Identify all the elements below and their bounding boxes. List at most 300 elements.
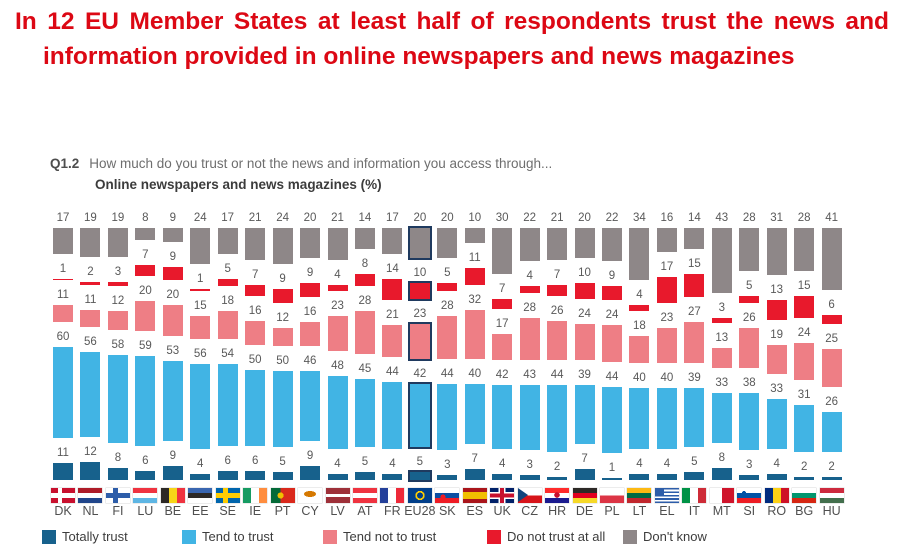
legend-label-totally-trust: Totally trust <box>62 529 128 544</box>
value-label-lt-do-not-trust-at-all: 4 <box>636 288 643 301</box>
bar-lt-tend-not-to-trust <box>629 336 649 363</box>
bar-se-tend-not-to-trust <box>218 311 238 338</box>
flag-lv-icon <box>326 488 350 503</box>
bar-cz-do-not-trust-at-all <box>520 286 540 292</box>
bar-ee-totally-trust <box>190 474 210 480</box>
country-label-cz: CZ <box>521 504 538 518</box>
country-label-nl: NL <box>82 504 99 518</box>
value-label-sk-tend-not-to-trust: 28 <box>440 300 454 312</box>
value-label-eu28-totally-trust: 5 <box>416 456 424 469</box>
bar-fi-tend-not-to-trust <box>108 311 128 329</box>
value-label-at-totally-trust: 5 <box>361 456 369 469</box>
bar-eu28-do-not-trust-at-all <box>410 283 430 298</box>
bar-es-totally-trust <box>465 469 485 480</box>
stacked-bar-chart <box>0 203 900 525</box>
country-label-pl: PL <box>604 504 620 518</box>
bar-bg-totally-trust <box>794 477 814 480</box>
flag-se-icon <box>216 488 240 503</box>
value-label-lu-don-t-know: 8 <box>142 212 149 224</box>
legend-label-tend-not-to-trust: Tend not to trust <box>343 529 437 544</box>
country-label-el: EL <box>659 504 675 518</box>
column-uk <box>488 203 516 525</box>
flag-pt-icon <box>271 488 295 503</box>
value-label-it-totally-trust: 5 <box>691 456 698 469</box>
flag-dk-icon <box>51 488 75 503</box>
legend-label-do-not-trust-at-all: Do not trust at all <box>507 529 606 544</box>
value-label-lt-tend-not-to-trust: 18 <box>633 319 646 332</box>
bar-dk-totally-trust <box>53 463 73 480</box>
value-label-el-tend-to-trust: 40 <box>660 372 674 385</box>
value-label-si-totally-trust: 3 <box>746 459 753 472</box>
value-label-fi-don-t-know: 19 <box>111 212 125 224</box>
value-label-be-tend-not-to-trust: 20 <box>166 289 180 302</box>
column-be <box>159 203 187 525</box>
chart-subtitle: Online newspapers and news magazines (%) <box>95 177 382 192</box>
bar-sk-tend-to-trust <box>437 384 457 451</box>
value-label-dk-tend-to-trust: 60 <box>56 331 70 344</box>
value-label-mt-totally-trust: 8 <box>718 451 725 464</box>
page-title: In 12 EU Member States at least half of respondents trust the news and information provided in online newspapers and news magazines <box>15 8 889 70</box>
column-pl <box>598 203 626 525</box>
bar-eu28-don-t-know <box>410 228 430 258</box>
value-label-eu28-don-t-know: 20 <box>413 212 427 224</box>
country-label-lt: LT <box>632 504 647 518</box>
value-label-nl-tend-to-trust: 56 <box>84 335 97 348</box>
bar-ie-tend-not-to-trust <box>245 321 265 345</box>
legend-label-don-t-know: Don't know <box>643 529 707 544</box>
country-label-uk: UK <box>493 504 511 518</box>
bar-dk-do-not-trust-at-all <box>53 279 73 281</box>
country-label-lu: LU <box>137 504 154 518</box>
value-label-be-do-not-trust-at-all: 9 <box>169 250 176 263</box>
bar-ie-don-t-know <box>245 228 265 260</box>
value-label-uk-don-t-know: 30 <box>495 212 509 224</box>
legend-swatch-totally-trust <box>42 530 56 544</box>
value-label-eu28-tend-not-to-trust: 23 <box>413 307 427 320</box>
value-label-se-tend-to-trust: 54 <box>221 347 235 360</box>
value-label-cz-do-not-trust-at-all: 4 <box>526 270 533 283</box>
bar-de-totally-trust <box>575 469 595 480</box>
value-label-ee-tend-to-trust: 56 <box>193 347 207 360</box>
chart-legend <box>0 529 900 553</box>
bar-dk-tend-not-to-trust <box>53 305 73 322</box>
flag-es-icon <box>463 488 487 503</box>
bar-si-totally-trust <box>739 475 759 480</box>
value-label-cy-tend-to-trust: 46 <box>303 355 317 368</box>
value-label-cy-totally-trust: 9 <box>306 450 314 463</box>
value-label-uk-tend-to-trust: 42 <box>495 369 509 382</box>
bar-de-don-t-know <box>575 228 595 258</box>
bar-uk-tend-to-trust <box>492 385 512 449</box>
bar-hu-totally-trust <box>822 477 842 480</box>
country-label-fi: FI <box>112 504 124 518</box>
bar-dk-don-t-know <box>53 228 73 254</box>
column-dk <box>49 203 77 525</box>
value-label-fr-don-t-know: 17 <box>385 212 399 224</box>
bar-hu-don-t-know <box>822 228 842 290</box>
column-hu <box>818 203 846 525</box>
value-label-ie-do-not-trust-at-all: 7 <box>251 268 259 281</box>
country-label-bg: BG <box>795 504 814 518</box>
column-ee <box>186 203 214 525</box>
value-label-lv-don-t-know: 21 <box>331 212 344 224</box>
bar-se-don-t-know <box>218 228 238 254</box>
value-label-de-tend-to-trust: 39 <box>578 369 591 382</box>
bar-dk-tend-to-trust <box>53 347 73 438</box>
bar-de-tend-not-to-trust <box>575 324 595 360</box>
value-label-ee-don-t-know: 24 <box>193 212 207 224</box>
bar-ee-don-t-know <box>190 228 210 264</box>
value-label-pt-tend-not-to-trust: 12 <box>276 312 289 325</box>
bar-cy-do-not-trust-at-all <box>300 283 320 297</box>
column-es <box>461 203 489 525</box>
value-label-de-do-not-trust-at-all: 10 <box>578 267 591 280</box>
country-label-fr: FR <box>384 504 401 518</box>
value-label-fi-totally-trust: 8 <box>114 451 122 464</box>
bar-at-don-t-know <box>355 228 375 249</box>
value-label-el-do-not-trust-at-all: 17 <box>660 261 674 274</box>
flag-de-icon <box>573 488 597 503</box>
value-label-nl-don-t-know: 19 <box>84 212 97 224</box>
value-label-fr-tend-not-to-trust: 21 <box>385 309 399 322</box>
value-label-el-totally-trust: 4 <box>663 457 671 470</box>
value-label-at-do-not-trust-at-all: 8 <box>361 258 369 271</box>
value-label-bg-tend-to-trust: 31 <box>797 388 811 401</box>
bar-si-tend-not-to-trust <box>739 328 759 368</box>
value-label-lu-do-not-trust-at-all: 7 <box>142 249 149 262</box>
value-label-lt-don-t-know: 34 <box>633 212 646 224</box>
bar-lu-totally-trust <box>135 471 155 480</box>
bar-hr-don-t-know <box>547 228 567 260</box>
value-label-eu28-tend-to-trust: 42 <box>413 367 427 380</box>
bar-hu-tend-not-to-trust <box>822 349 842 387</box>
bar-be-don-t-know <box>163 228 183 242</box>
value-label-mt-do-not-trust-at-all: 3 <box>718 302 725 315</box>
bar-cz-tend-to-trust <box>520 385 540 450</box>
value-label-si-don-t-know: 28 <box>742 212 756 224</box>
bar-cz-totally-trust <box>520 475 540 480</box>
bar-el-tend-to-trust <box>657 388 677 449</box>
value-label-sk-totally-trust: 3 <box>444 459 451 472</box>
value-label-cz-totally-trust: 3 <box>526 459 533 472</box>
bar-it-do-not-trust-at-all <box>684 274 704 297</box>
value-label-it-tend-to-trust: 39 <box>687 372 701 385</box>
legend-swatch-tend-to-trust <box>182 530 196 544</box>
value-label-eu28-do-not-trust-at-all: 10 <box>413 267 427 280</box>
question-row <box>50 156 552 171</box>
bar-lu-don-t-know <box>135 228 155 240</box>
value-label-bg-tend-not-to-trust: 24 <box>797 327 811 340</box>
flag-pl-icon <box>600 488 624 503</box>
value-label-pt-totally-trust: 5 <box>279 456 286 469</box>
bar-lt-totally-trust <box>629 474 649 480</box>
bar-nl-totally-trust <box>80 462 100 480</box>
bar-ro-do-not-trust-at-all <box>767 300 787 320</box>
column-hr <box>543 203 571 525</box>
question-text: How much do you trust or not the news and information you access through... <box>89 156 553 171</box>
bar-ro-tend-not-to-trust <box>767 345 787 374</box>
value-label-ee-do-not-trust-at-all: 1 <box>197 273 204 286</box>
flag-ie-icon <box>243 488 267 503</box>
legend-item-tend-to-trust <box>182 529 274 544</box>
value-label-mt-tend-not-to-trust: 13 <box>715 331 729 344</box>
bar-fi-don-t-know <box>108 228 128 257</box>
bar-pl-totally-trust <box>602 478 622 480</box>
bar-at-do-not-trust-at-all <box>355 274 375 286</box>
bar-pl-do-not-trust-at-all <box>602 286 622 300</box>
value-label-se-tend-not-to-trust: 18 <box>221 295 235 308</box>
flag-fr-icon <box>380 488 404 503</box>
bar-cz-don-t-know <box>520 228 540 261</box>
column-ro <box>763 203 791 525</box>
column-si <box>735 203 763 525</box>
value-label-ee-tend-not-to-trust: 15 <box>193 300 207 312</box>
value-label-lv-tend-not-to-trust: 23 <box>331 300 344 312</box>
value-label-ro-tend-to-trust: 33 <box>770 382 784 395</box>
flag-at-icon <box>353 488 377 503</box>
question-code: Q1.2 <box>50 156 80 171</box>
value-label-pt-do-not-trust-at-all: 9 <box>279 273 286 286</box>
bar-nl-tend-not-to-trust <box>80 310 100 327</box>
value-label-se-do-not-trust-at-all: 5 <box>224 262 231 275</box>
bar-ee-tend-not-to-trust <box>190 316 210 339</box>
column-mt <box>708 203 736 525</box>
flag-mt-icon <box>710 488 734 503</box>
flag-el-icon <box>655 488 679 503</box>
flag-sk-icon <box>435 488 459 503</box>
value-label-fi-tend-not-to-trust: 12 <box>111 295 125 308</box>
bar-lv-totally-trust <box>328 474 348 480</box>
value-label-be-don-t-know: 9 <box>169 212 176 224</box>
country-label-it: IT <box>688 504 700 518</box>
bar-fr-do-not-trust-at-all <box>382 279 402 300</box>
value-label-mt-don-t-know: 43 <box>715 212 729 224</box>
flag-cz-icon <box>518 488 542 503</box>
value-label-lt-tend-to-trust: 40 <box>633 372 646 385</box>
value-label-ie-tend-not-to-trust: 16 <box>248 304 262 317</box>
value-label-dk-do-not-trust-at-all: 1 <box>59 262 67 275</box>
country-label-si: SI <box>743 504 756 518</box>
value-label-ie-tend-to-trust: 50 <box>248 353 262 366</box>
bar-bg-tend-to-trust <box>794 405 814 452</box>
value-label-uk-tend-not-to-trust: 17 <box>495 318 509 331</box>
bar-lt-tend-to-trust <box>629 388 649 449</box>
value-label-fr-do-not-trust-at-all: 14 <box>385 262 399 275</box>
value-label-it-don-t-know: 14 <box>687 212 701 224</box>
country-label-ie: IE <box>249 504 262 518</box>
value-label-lv-tend-to-trust: 48 <box>331 359 344 372</box>
value-label-ee-totally-trust: 4 <box>197 457 204 470</box>
legend-item-totally-trust <box>42 529 128 544</box>
value-label-cy-don-t-know: 20 <box>303 212 317 224</box>
value-label-lu-totally-trust: 6 <box>142 454 149 467</box>
legend-swatch-tend-not-to-trust <box>323 530 337 544</box>
value-label-uk-do-not-trust-at-all: 7 <box>498 282 506 295</box>
country-label-ee: EE <box>191 504 209 518</box>
value-label-lu-tend-to-trust: 59 <box>138 340 152 353</box>
country-label-sk: SK <box>438 504 456 518</box>
bar-at-tend-not-to-trust <box>355 311 375 354</box>
bar-lt-do-not-trust-at-all <box>629 305 649 311</box>
bar-it-totally-trust <box>684 472 704 480</box>
bar-eu28-totally-trust <box>410 472 430 480</box>
value-label-fr-totally-trust: 4 <box>389 457 396 470</box>
bar-fr-tend-to-trust <box>382 382 402 449</box>
value-label-cz-don-t-know: 22 <box>523 212 537 224</box>
value-label-bg-don-t-know: 28 <box>797 212 811 224</box>
value-label-hr-don-t-know: 21 <box>550 212 564 224</box>
bar-pl-tend-to-trust <box>602 387 622 454</box>
country-label-cy: CY <box>301 504 319 518</box>
flag-fi-icon <box>106 488 130 503</box>
column-it <box>680 203 708 525</box>
flag-be-icon <box>161 488 185 503</box>
value-label-hu-tend-not-to-trust: 25 <box>825 333 838 346</box>
country-label-be: BE <box>164 504 182 518</box>
country-label-mt: MT <box>712 504 731 518</box>
bar-lu-tend-to-trust <box>135 356 155 446</box>
value-label-lv-do-not-trust-at-all: 4 <box>334 268 341 281</box>
value-label-es-tend-to-trust: 40 <box>468 367 482 380</box>
bar-el-do-not-trust-at-all <box>657 277 677 303</box>
bar-cz-tend-not-to-trust <box>520 318 540 361</box>
value-label-hu-totally-trust: 2 <box>828 460 835 473</box>
value-label-nl-totally-trust: 12 <box>84 445 97 458</box>
value-label-fi-tend-to-trust: 58 <box>111 338 125 351</box>
bar-hu-do-not-trust-at-all <box>822 315 842 324</box>
value-label-hu-don-t-know: 41 <box>825 212 838 224</box>
value-label-pl-do-not-trust-at-all: 9 <box>608 270 616 283</box>
country-label-se: SE <box>219 504 237 518</box>
bar-ie-do-not-trust-at-all <box>245 285 265 296</box>
bar-fi-totally-trust <box>108 468 128 480</box>
country-label-ro: RO <box>767 504 787 518</box>
column-nl <box>76 203 104 525</box>
bar-es-don-t-know <box>465 228 485 243</box>
value-label-pl-tend-to-trust: 44 <box>605 370 619 383</box>
value-label-be-totally-trust: 9 <box>169 450 176 463</box>
bar-nl-tend-to-trust <box>80 352 100 437</box>
bar-lt-don-t-know <box>629 228 649 280</box>
value-label-de-tend-not-to-trust: 24 <box>578 307 591 320</box>
bar-pl-tend-not-to-trust <box>602 325 622 361</box>
bar-fr-don-t-know <box>382 228 402 254</box>
value-label-uk-totally-trust: 4 <box>498 457 506 470</box>
bar-uk-totally-trust <box>492 474 512 480</box>
bar-cy-tend-to-trust <box>300 371 320 441</box>
bar-el-don-t-know <box>657 228 677 252</box>
country-label-hu: HU <box>822 504 841 518</box>
bar-si-tend-to-trust <box>739 393 759 451</box>
bar-es-do-not-trust-at-all <box>465 268 485 285</box>
bar-sk-tend-not-to-trust <box>437 316 457 359</box>
value-label-ie-don-t-know: 21 <box>248 212 262 224</box>
value-label-ro-totally-trust: 4 <box>773 457 780 470</box>
value-label-it-tend-not-to-trust: 27 <box>687 306 701 319</box>
legend-swatch-do-not-trust-at-all <box>487 530 501 544</box>
flag-it-icon <box>682 488 706 503</box>
bar-de-do-not-trust-at-all <box>575 283 595 298</box>
flag-cz-triangle <box>518 488 528 502</box>
value-label-bg-totally-trust: 2 <box>800 460 808 473</box>
country-label-at: AT <box>357 504 373 518</box>
value-label-sk-don-t-know: 20 <box>440 212 454 224</box>
country-label-hr: HR <box>548 504 567 518</box>
bar-hr-tend-to-trust <box>547 385 567 452</box>
country-label-dk: DK <box>54 504 72 518</box>
value-label-dk-don-t-know: 17 <box>56 212 70 224</box>
column-el <box>653 203 681 525</box>
bar-ro-tend-to-trust <box>767 399 787 449</box>
bar-bg-do-not-trust-at-all <box>794 296 814 319</box>
value-label-nl-tend-not-to-trust: 11 <box>84 293 97 306</box>
bar-be-tend-to-trust <box>163 361 183 442</box>
value-label-se-don-t-know: 17 <box>221 212 235 224</box>
bar-se-tend-to-trust <box>218 364 238 446</box>
country-label-pt: PT <box>274 504 291 518</box>
country-label-eu28: EU28 <box>404 504 436 518</box>
bar-nl-don-t-know <box>80 228 100 257</box>
value-label-hr-do-not-trust-at-all: 7 <box>553 268 561 281</box>
value-label-at-tend-to-trust: 45 <box>358 363 372 375</box>
bar-nl-do-not-trust-at-all <box>80 282 100 285</box>
flag-hu-icon <box>820 488 844 503</box>
value-label-lv-totally-trust: 4 <box>334 457 341 470</box>
flag-eu28-icon <box>408 488 432 503</box>
bar-es-tend-not-to-trust <box>465 310 485 359</box>
bar-ro-totally-trust <box>767 474 787 480</box>
bar-el-totally-trust <box>657 474 677 480</box>
value-label-hr-tend-to-trust: 44 <box>550 369 564 382</box>
value-label-ro-do-not-trust-at-all: 13 <box>770 284 784 297</box>
bar-fr-totally-trust <box>382 474 402 480</box>
bar-se-totally-trust <box>218 471 238 480</box>
bar-hr-do-not-trust-at-all <box>547 285 567 296</box>
bar-mt-totally-trust <box>712 468 732 480</box>
value-label-lt-totally-trust: 4 <box>636 457 643 470</box>
column-cz <box>516 203 544 525</box>
flag-lt-icon <box>627 488 651 503</box>
value-label-nl-do-not-trust-at-all: 2 <box>87 265 94 278</box>
bar-cy-don-t-know <box>300 228 320 258</box>
bar-it-tend-to-trust <box>684 388 704 447</box>
legend-item-don-t-know <box>623 529 707 544</box>
value-label-el-tend-not-to-trust: 23 <box>660 312 674 325</box>
value-label-bg-do-not-trust-at-all: 15 <box>797 279 811 292</box>
bar-mt-don-t-know <box>712 228 732 293</box>
value-label-ro-don-t-know: 31 <box>770 212 784 224</box>
bar-es-tend-to-trust <box>465 384 485 445</box>
value-label-mt-tend-to-trust: 33 <box>715 376 729 389</box>
bar-eu28-tend-not-to-trust <box>410 324 430 359</box>
bar-si-don-t-know <box>739 228 759 271</box>
bar-uk-don-t-know <box>492 228 512 274</box>
bar-pl-don-t-know <box>602 228 622 261</box>
value-label-de-don-t-know: 20 <box>578 212 591 224</box>
value-label-cz-tend-not-to-trust: 28 <box>523 301 537 314</box>
bar-fi-do-not-trust-at-all <box>108 282 128 287</box>
value-label-cy-do-not-trust-at-all: 9 <box>306 267 314 280</box>
value-label-hu-do-not-trust-at-all: 6 <box>828 299 835 312</box>
bar-ee-do-not-trust-at-all <box>190 289 210 291</box>
legend-label-tend-to-trust: Tend to trust <box>202 529 274 544</box>
bar-lv-tend-not-to-trust <box>328 316 348 351</box>
value-label-sk-tend-to-trust: 44 <box>440 367 454 380</box>
value-label-es-tend-not-to-trust: 32 <box>468 293 482 306</box>
bar-cy-tend-not-to-trust <box>300 322 320 346</box>
flag-bg-icon <box>792 488 816 503</box>
bar-be-totally-trust <box>163 466 183 480</box>
